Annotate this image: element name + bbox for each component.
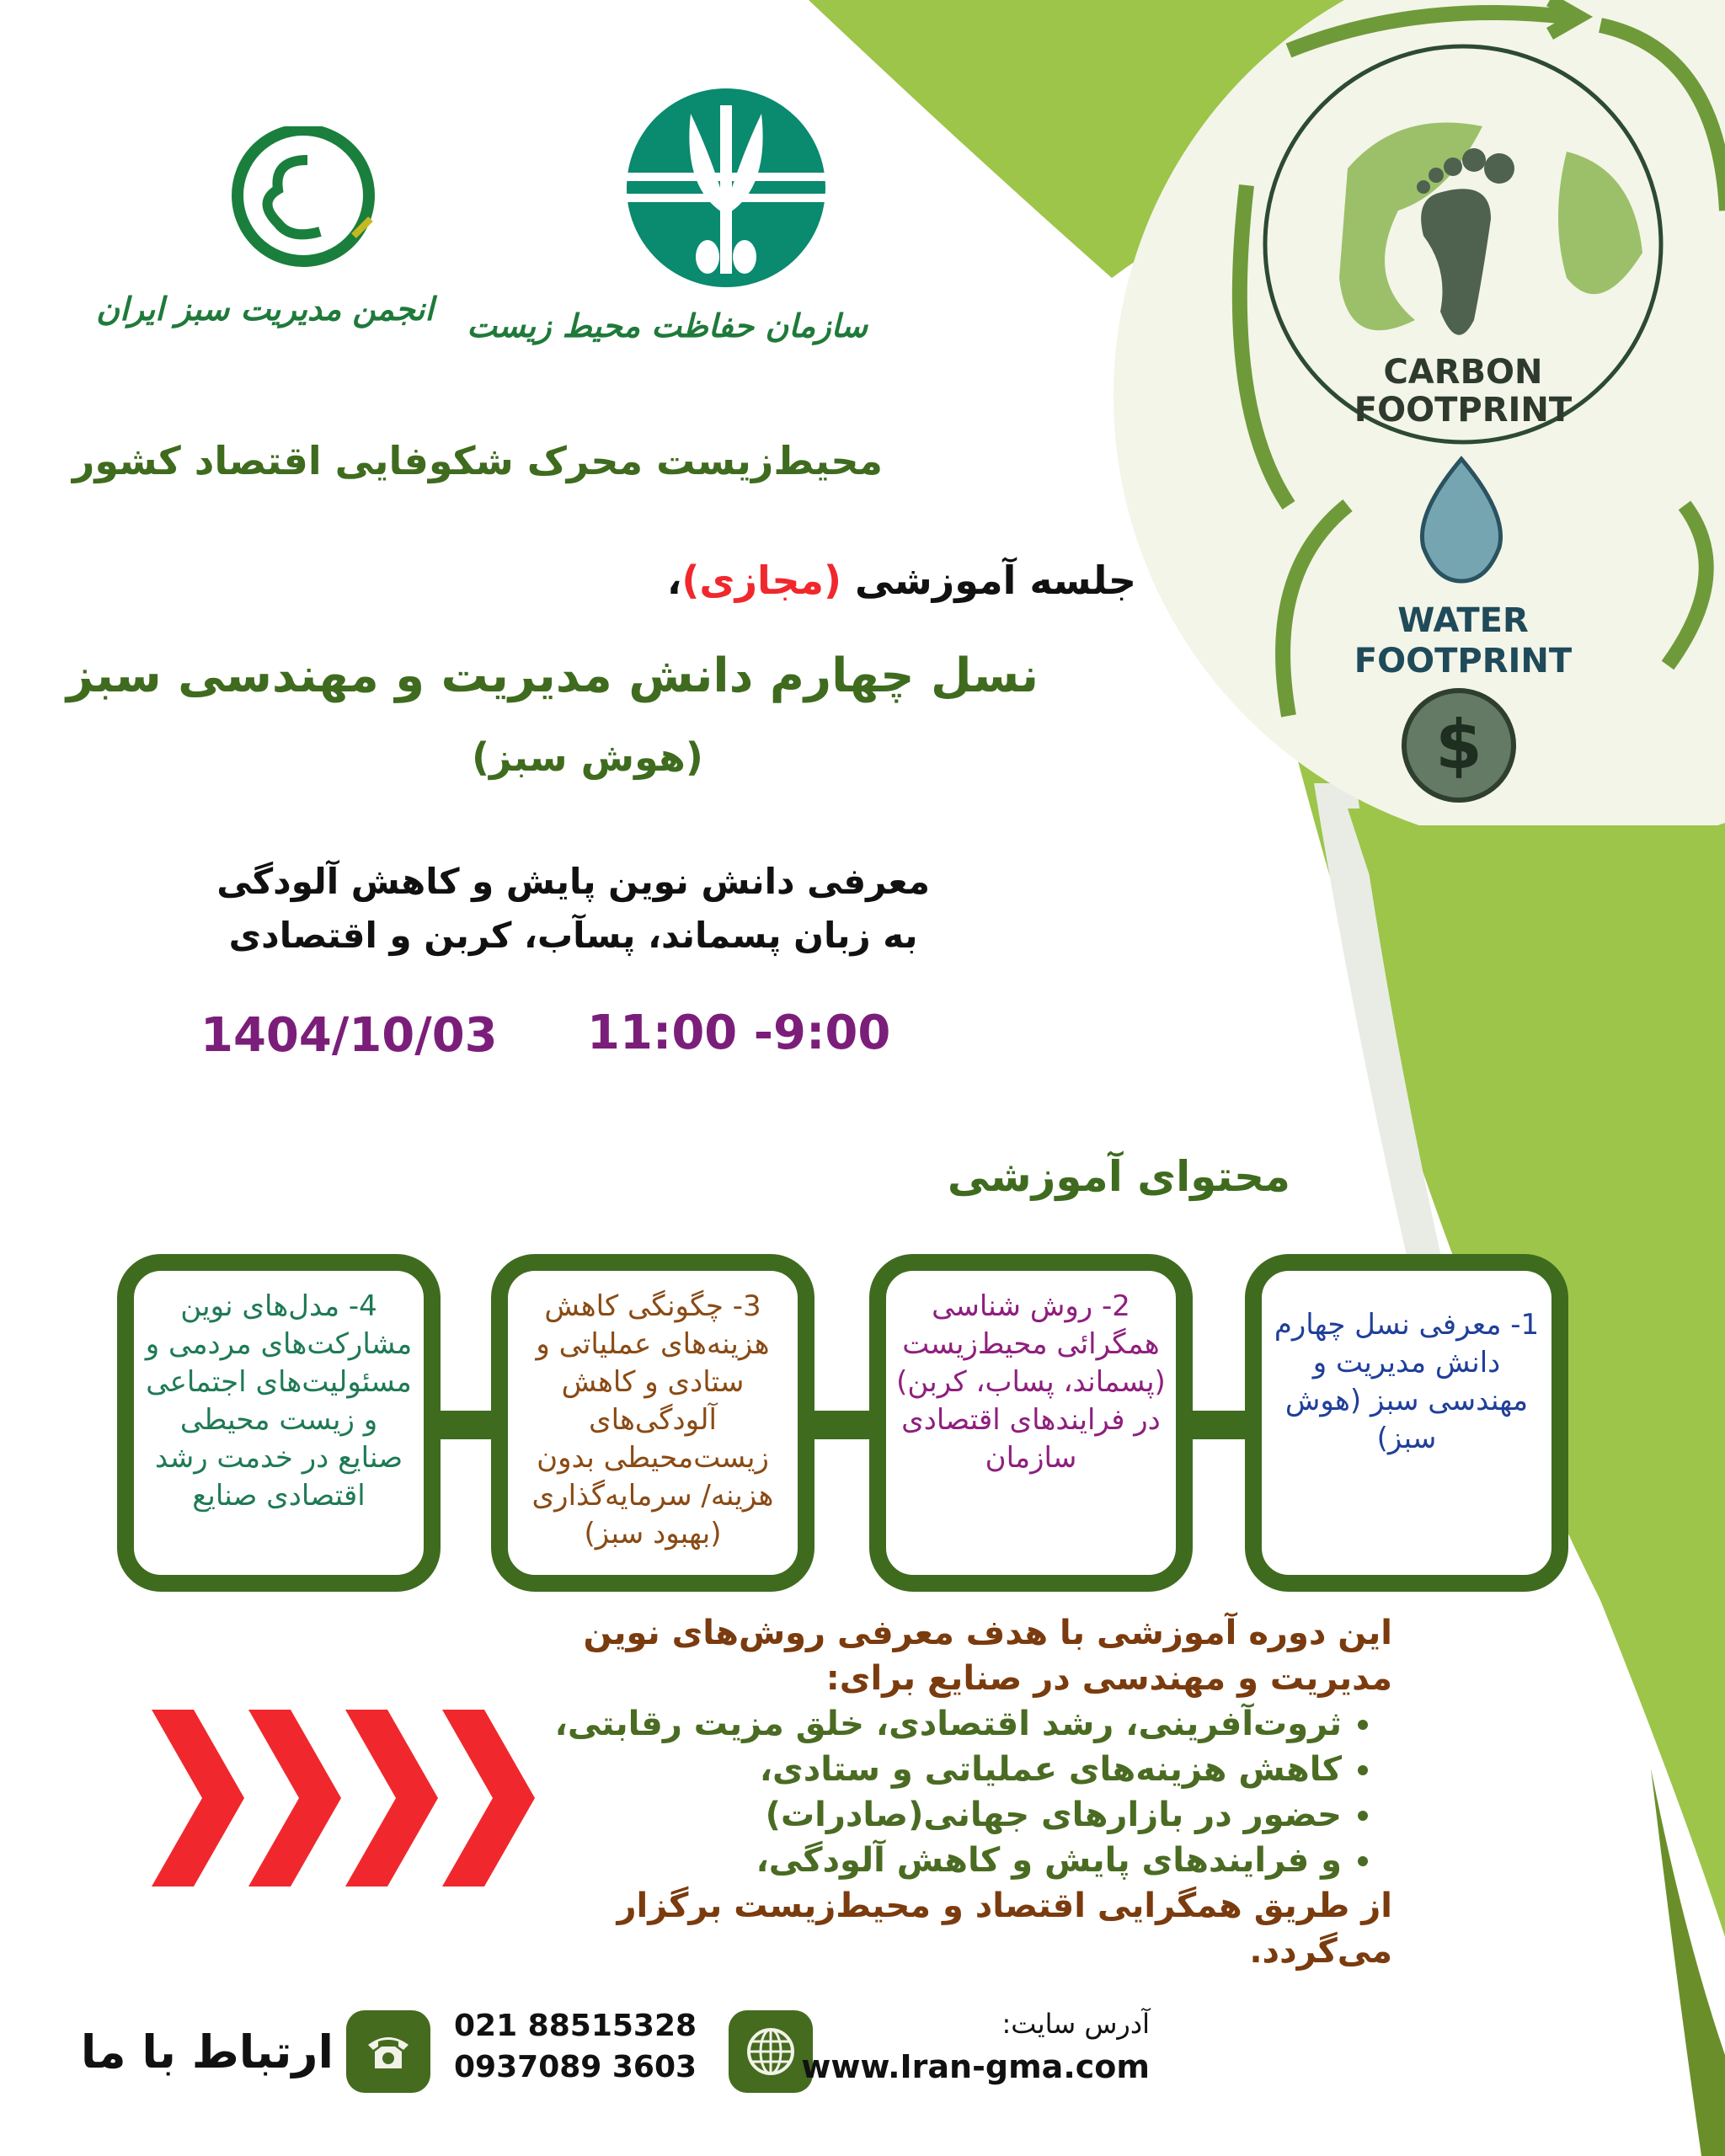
content-box-2 (869, 1254, 1193, 1592)
description-bullets (466, 1701, 1392, 1883)
bullet-item: • ثروت‌آفرینی، رشد اقتصادی، خلق مزیت رقابتی، (466, 1701, 1342, 1747)
carbon-label-line1: CARBON (1383, 353, 1543, 392)
bullet-item: • و فرایندهای پایش و کاهش آلودگی، (466, 1838, 1342, 1883)
green-management-emblem-icon (181, 126, 434, 270)
dollar-sign: $ (1435, 706, 1482, 784)
description-closing: از طریق همگرایی اقتصاد و محیط‌زیست برگزار می‌گردد. (617, 1886, 1392, 1971)
website-label: آدرس سایت: (1001, 2008, 1150, 2040)
content-box-3 (491, 1254, 814, 1592)
globe-icon (745, 2025, 797, 2078)
description-intro: این دوره آموزشی با هدف معرفی روش‌های نوین مدیریت و مهندسی در صنایع برای: (583, 1614, 1392, 1698)
content-heading: محتوای آموزشی (947, 1152, 1290, 1201)
chevron-arrows-icon (152, 1710, 539, 1886)
green-management-logo-text: انجمن مدیریت سبز ایران (96, 290, 434, 328)
session-prefix: جلسه آموزشی (855, 558, 1136, 603)
bullet-item: • کاهش هزینه‌های عملیاتی و ستادی، (466, 1747, 1342, 1792)
event-time: 11:00 -9:00 (587, 1006, 891, 1060)
globe-icon-box (729, 2010, 813, 2093)
content-box-1 (1245, 1254, 1568, 1592)
content-box-text: 1- معرفی نسل چهارم دانش مدیریت و مهندسی سبز (هوش سبز) (1274, 1308, 1540, 1455)
content-box-4 (117, 1254, 441, 1592)
environment-org-emblem-icon (598, 88, 868, 291)
course-title: نسل چهارم دانش مدیریت و مهندسی سبز (66, 648, 1039, 703)
phone-number-2[interactable]: 0937089 3603 (454, 2050, 697, 2084)
water-label-line2: FOOTPRINT (1354, 642, 1573, 680)
website-link[interactable]: www.Iran-gma.com (801, 2048, 1150, 2085)
course-subtitle: (هوش سبز) (472, 734, 703, 780)
content-box-text: 3- چگونگی کاهش هزینه‌های عملیاتی و ستادی و کاهش آلودگی‌های زیست‌محیطی بدون هزینه/ سرمایه‌گذاری (بهبود سبز) (531, 1289, 774, 1550)
content-box-text: 2- روش شناسی همگرائی محیط‌زیست (پسماند، پساب، کربن) در فرایندهای اقتصادی سازمان (896, 1289, 1166, 1475)
contact-label: ارتباط با ما (80, 2025, 334, 2079)
slogan: محیط‌زیست محرک شکوفایی اقتصاد کشور (72, 438, 883, 483)
content-box-text: 4- مدل‌های نوین مشارکت‌های مردمی و مسئولیت‌های اجتماعی و زیست محیطی صنایع در خدمت رشد اقتصادی صنایع (145, 1289, 413, 1513)
intro-line-2: به زبان پسماند، پسآب، کربن و اقتصادی (228, 915, 918, 956)
bullet-item: • حضور در بازارهای جهانی(صادرات) (466, 1792, 1342, 1838)
footprint-cycle-graphic (1095, 0, 1725, 825)
intro-line-1: معرفی دانش نوین پایش و کاهش آلودگی (216, 861, 930, 902)
carbon-label-line2: FOOTPRINT (1354, 391, 1573, 430)
intro-text (216, 855, 930, 963)
phone-icon (363, 2026, 414, 2077)
green-management-logo (96, 126, 434, 345)
session-line (667, 558, 1136, 603)
course-description (466, 1610, 1392, 1974)
phone-icon-box (346, 2010, 430, 2093)
environment-org-logo (467, 88, 868, 350)
session-mode: (مجازی) (681, 558, 841, 603)
event-date: 1404/10/03 (200, 1008, 498, 1063)
phone-number-1[interactable]: 021 88515328 (454, 2009, 697, 2043)
water-label-line1: WATER (1397, 601, 1529, 640)
session-suffix: ، (666, 558, 682, 603)
environment-org-logo-text: سازمان حفاظت محیط زیست (467, 307, 868, 344)
